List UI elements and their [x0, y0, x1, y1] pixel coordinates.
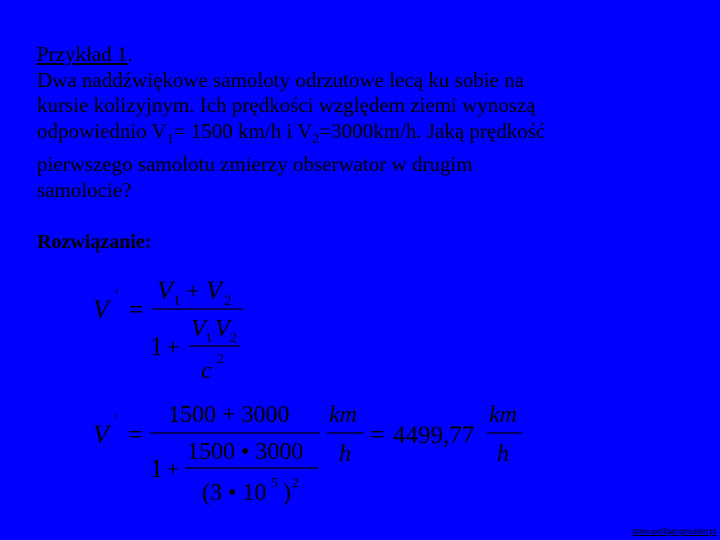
f2-unit-num: km: [329, 402, 357, 428]
f1-den-plus: +: [166, 335, 180, 361]
f1-prime: ': [114, 287, 118, 304]
f1-lhs: V: [93, 295, 109, 324]
f2-unit2-num: km: [489, 402, 517, 428]
f1-num-sub2: 2: [224, 293, 232, 309]
example-line-3b: = 1500 km/h i V: [173, 118, 313, 143]
example-line-1: Dwa naddźwiękowe samoloty odrzutowe lecą ku sobie na: [37, 67, 524, 92]
example-line-3a: odpowiednio V: [37, 118, 167, 143]
f2-unit2-den: h: [497, 441, 509, 467]
solution-label: Rozwiązanie:: [37, 231, 152, 253]
formula-2: [93, 402, 522, 506]
f2-unit-den: h: [339, 441, 351, 467]
subscript-1: 1: [166, 131, 174, 147]
footer-link[interactable]: www.wolfgangmulder.pl: [632, 527, 716, 536]
f1-equals: =: [129, 295, 144, 324]
f1-den-v1: V: [191, 316, 206, 342]
f2-equals: =: [128, 420, 143, 449]
f2-den-num: 1500 • 3000: [187, 439, 304, 465]
f1-den-c: c: [201, 358, 212, 384]
f2-prime: ': [114, 412, 118, 429]
example-line-4: pierwszego samolotu zmierzy obserwator w drugim: [37, 152, 473, 177]
f2-result: 4499,77: [393, 422, 475, 449]
f1-num-plus: +: [186, 279, 200, 305]
f1-den-one: 1: [150, 332, 163, 361]
formula-1: [93, 276, 243, 384]
f2-lhs: V: [93, 420, 109, 449]
example-line-3c: =3000km/h. Jaką prędkość: [319, 118, 546, 143]
f2-den-one: 1: [150, 454, 163, 483]
f1-num-v1: V: [157, 276, 173, 305]
f1-den-sub1: 1: [205, 331, 212, 346]
example-line-5: samolocie?: [37, 177, 132, 202]
f1-den-v2: V: [215, 316, 230, 342]
f1-den-sub2: 2: [230, 331, 237, 346]
f1-num-v2: V: [206, 276, 222, 305]
f2-numerator: 1500 + 3000: [168, 402, 290, 428]
example-title-punct: .: [127, 42, 133, 66]
f2-den-den-exp5: 5: [271, 476, 278, 491]
f2-den-den-exp2: 2: [292, 476, 299, 491]
f1-den-c-exp: 2: [217, 352, 224, 367]
example-line-2: kursie kolizyjnym. Ich prędkości względem ziemi wynoszą: [37, 93, 536, 117]
f2-equals-2: =: [370, 420, 385, 449]
example-title: Przykład 1: [37, 42, 128, 66]
f2-den-den-close: ): [283, 480, 291, 506]
f2-den-den: (3 • 10: [202, 480, 267, 506]
f1-num-sub1: 1: [173, 293, 181, 309]
subscript-2: 2: [312, 131, 320, 147]
f2-den-plus: +: [166, 457, 180, 483]
